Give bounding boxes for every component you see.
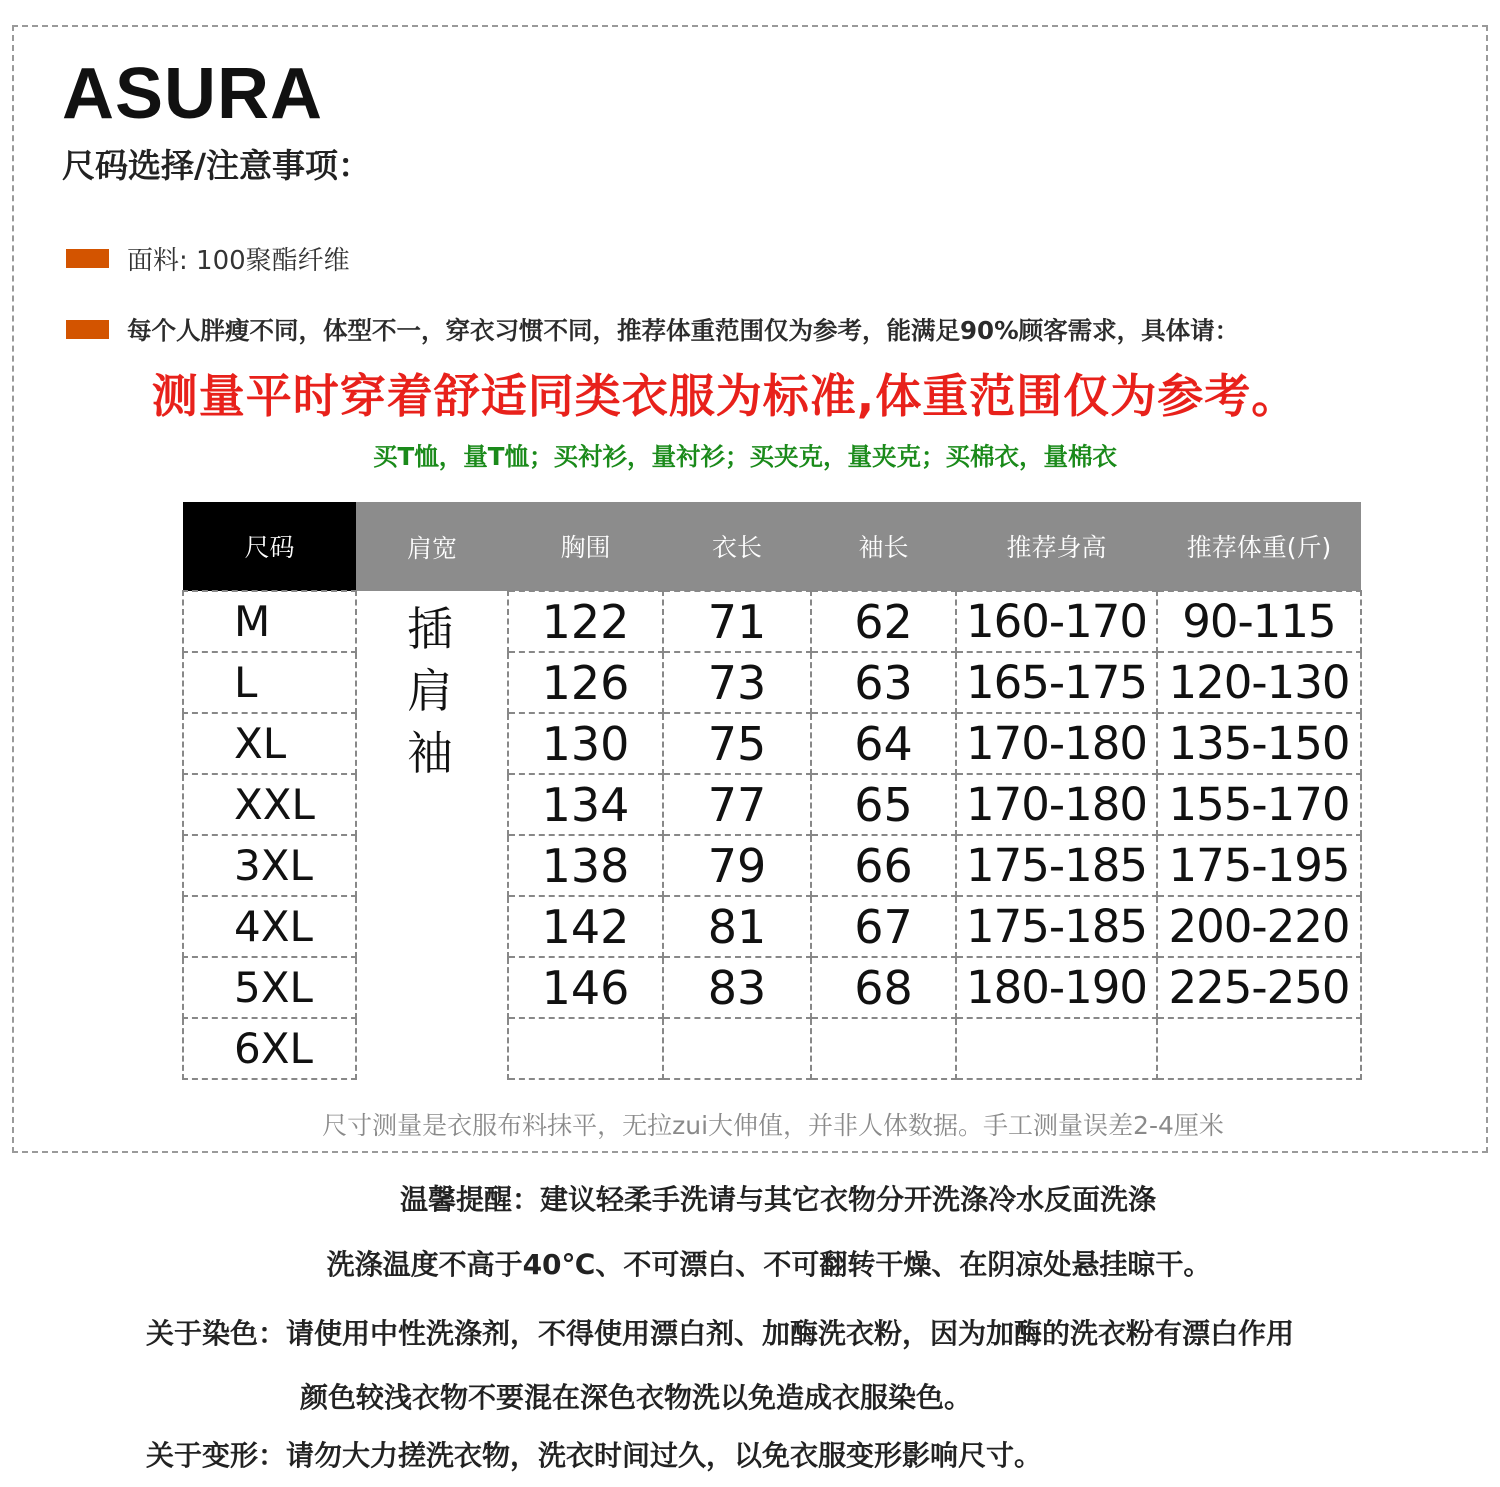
cell-chest: 138 [508,835,663,896]
cell-length [663,1018,811,1079]
size-table-header [183,502,1361,591]
cell-size: 5XL [183,957,356,1018]
header-shoulder: 肩宽 [356,502,508,591]
cell-shoulder [356,835,508,896]
cell-shoulder [356,957,508,1018]
cell-shoulder [356,1018,508,1079]
care-tip-dye: 关于染色：请使用中性洗涤剂，不得使用漂白剂、加酶洗衣粉，因为加酶的洗衣粉有漂白作用 [146,1317,1295,1350]
cell-height: 170-180 [956,713,1157,774]
cell-size: M [183,591,356,652]
header-weight: 推荐体重(斤) [1157,502,1361,591]
cell-height: 170-180 [956,774,1157,835]
fabric-note [66,240,350,277]
cell-height: 175-185 [956,896,1157,957]
raglan-sleeve-note [400,598,460,784]
brand-logo: ASURA [62,54,324,134]
care-tip-temperature: 洗涤温度不高于40℃、不可漂白、不可翻转干燥、在阴凉处悬挂晾干。 [326,1248,1212,1281]
header-chest: 胸围 [508,502,663,591]
cell-weight: 120-130 [1157,652,1361,713]
care-tip-wash: 温馨提醒：建议轻柔手洗请与其它衣物分开洗涤冷水反面洗涤 [399,1183,1156,1216]
cell-height: 180-190 [956,957,1157,1018]
cell-length: 77 [663,774,811,835]
cell-sleeve: 63 [811,652,956,713]
cell-length: 79 [663,835,811,896]
cell-sleeve: 66 [811,835,956,896]
cell-size: XL [183,713,356,774]
table-row [183,835,1361,896]
cell-weight: 225-250 [1157,957,1361,1018]
cell-size: 6XL [183,1018,356,1079]
cell-length: 73 [663,652,811,713]
cell-height [956,1018,1157,1079]
cell-sleeve: 65 [811,774,956,835]
header-sleeve: 袖长 [811,502,956,591]
cell-chest: 134 [508,774,663,835]
cell-height: 165-175 [956,652,1157,713]
table-row [183,896,1361,957]
size-table [182,502,1362,1080]
garment-match-tip: 买T恤，量T恤；买衬衫，量衬衫；买夹克，量夹克；买棉衣，量棉衣 [373,442,1117,471]
care-tip-dye-cont: 颜色较浅衣物不要混在深色衣物洗以免造成衣服染色。 [300,1381,973,1414]
cell-height: 175-185 [956,835,1157,896]
cell-size: L [183,652,356,713]
fit-advice-note [66,312,1239,347]
cell-weight: 90-115 [1157,591,1361,652]
cell-weight: 175-195 [1157,835,1361,896]
cell-size: XXL [183,774,356,835]
measurement-highlight: 测量平时穿着舒适同类衣服为标准,体重范围仅为参考。 [151,369,1299,423]
page-subtitle: 尺码选择/注意事项： [62,146,372,185]
care-tip-deform: 关于变形：请勿大力搓洗衣物，洗衣时间过久，以免衣服变形影响尺寸。 [146,1439,1043,1472]
bullet-bar-icon [66,249,109,268]
fit-advice-text: 每个人胖瘦不同，体型不一，穿衣习惯不同，推荐体重范围仅为参考，能满足90%顾客需求，具体请： [127,316,1240,345]
cell-weight: 135-150 [1157,713,1361,774]
cell-length: 71 [663,591,811,652]
table-row [183,1018,1361,1079]
cell-sleeve [811,1018,956,1079]
cell-sleeve: 62 [811,591,956,652]
cell-chest: 142 [508,896,663,957]
cell-chest [508,1018,663,1079]
cell-length: 75 [663,713,811,774]
header-height: 推荐身高 [956,502,1157,591]
header-size: 尺码 [183,502,356,591]
fabric-note-text: 面料: 100聚酯纤维 [127,246,350,276]
cell-sleeve: 68 [811,957,956,1018]
cell-weight: 200-220 [1157,896,1361,957]
cell-weight: 155-170 [1157,774,1361,835]
cell-size: 4XL [183,896,356,957]
header-length: 衣长 [663,502,811,591]
cell-chest: 130 [508,713,663,774]
cell-length: 81 [663,896,811,957]
table-row [183,652,1361,713]
cell-weight [1157,1018,1361,1079]
cell-height: 160-170 [956,591,1157,652]
raglan-char: 肩 [407,664,453,718]
cell-chest: 122 [508,591,663,652]
cell-chest: 146 [508,957,663,1018]
table-row [183,591,1361,652]
cell-size: 3XL [183,835,356,896]
bullet-bar-icon [66,320,109,339]
raglan-char: 袖 [407,726,453,780]
table-row [183,957,1361,1018]
table-row [183,713,1361,774]
cell-sleeve: 67 [811,896,956,957]
cell-chest: 126 [508,652,663,713]
cell-shoulder [356,896,508,957]
table-row [183,774,1361,835]
cell-length: 83 [663,957,811,1018]
raglan-char: 插 [407,602,453,656]
measurement-disclaimer: 尺寸测量是衣服布料抹平，无拉zui大伸值，并非人体数据。手工测量误差2-4厘米 [322,1111,1224,1140]
cell-sleeve: 64 [811,713,956,774]
